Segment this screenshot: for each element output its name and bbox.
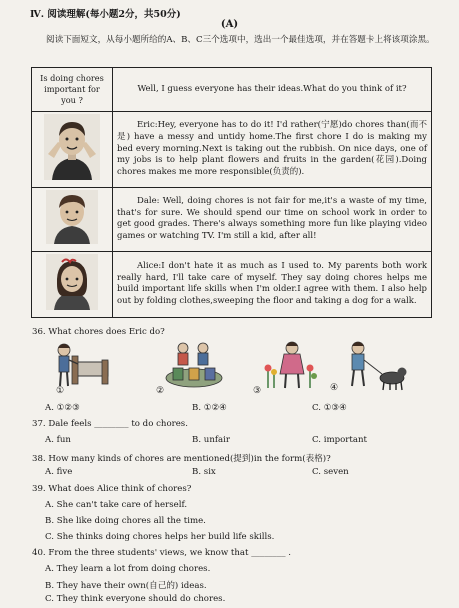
q36-option-a[interactable]: A. ①②③	[45, 403, 80, 413]
q40-option-b[interactable]: B. They have their own(自己的) ideas.	[45, 581, 207, 591]
q38-option-c[interactable]: C. seven	[312, 467, 349, 477]
q36-option-c[interactable]: C. ①③④	[312, 403, 347, 413]
instruction-text: 阅读下面短文，从每小题所给的A、B、C三个选项中，选出一个最佳选项，并在答题卡上将该项涂黑。	[46, 35, 435, 45]
planting-flowers-picture-icon	[262, 340, 318, 392]
eric-text	[113, 112, 432, 188]
table-row	[32, 251, 432, 317]
q38-option-b[interactable]: B. six	[192, 467, 216, 477]
q38-option-a[interactable]: A. five	[45, 467, 73, 477]
picture-label-1: ①	[56, 386, 65, 396]
header-statement: Well, I guess everyone has their ideas.What do you think of it?	[113, 68, 432, 112]
q39-option-a[interactable]: A. She can't take care of herself.	[45, 500, 188, 510]
q40-option-a[interactable]: A. They learn a lot from doing chores.	[45, 564, 211, 574]
q37-option-b[interactable]: B. unfair	[192, 435, 231, 445]
picture-label-3: ③	[253, 386, 262, 396]
instructions	[30, 33, 440, 47]
q40-option-c[interactable]: C. They think everyone should do chores.	[45, 594, 226, 604]
picture-label-2: ②	[156, 386, 165, 396]
question-39-stem: 39. What does Alice think of chores?	[32, 484, 192, 494]
chores-table	[31, 67, 432, 318]
dog-walking-picture-icon	[340, 340, 410, 394]
alice-paragraph: Alice:I don't hate it as much as I used to. My parents both work really hard, I'll take care of myself. They say doing chores helps me build important life skills when I'm older.I agree with them. I also help out by folding clothes,sweeping the floor and taking a dog for a walk.	[117, 260, 427, 306]
recycling-rubbish-picture-icon	[163, 340, 225, 392]
dale-photo	[32, 187, 113, 251]
passage-label: (A)	[220, 19, 239, 30]
girl-portrait-icon	[46, 254, 98, 310]
picture-label-4: ④	[330, 383, 339, 393]
dale-text	[113, 187, 432, 251]
alice-photo	[32, 251, 113, 317]
header-question: Is doing chores important for you ?	[32, 68, 113, 112]
dale-paragraph: Dale: Well, doing chores is not fair for me,it's a waste of my time, that's for sure. We should spend our time on school work in order to get good grades. There's always something more fun like playing video games or watching TV. I'm still a kid, after all!	[117, 195, 427, 241]
alice-text	[113, 251, 432, 317]
question-37-stem: 37. Dale feels ________ to do chores.	[32, 419, 188, 429]
table-row	[32, 112, 432, 188]
q39-option-c[interactable]: C. She thinks doing chores helps her build life skills.	[45, 532, 275, 542]
question-36-stem: 36. What chores does Eric do?	[32, 327, 165, 337]
q36-option-b[interactable]: B. ①②④	[192, 403, 227, 413]
boy-portrait-icon	[44, 114, 100, 180]
eric-paragraph: Eric:Hey, everyone has to do it! I'd rather(宁愿)do chores than(而不是) have a messy and untidy home.The first chore I do is making my bed every morning.Next is taking out the rubbish. On nice days, one of my jobs is to help plant flowers and fruits in the garden(花园).Doing chores makes me more responsible(负责的).	[117, 120, 427, 177]
making-bed-picture-icon	[52, 340, 110, 392]
question-38-stem: 38. How many kinds of chores are mentioned(提到)in the form(表格)?	[32, 454, 331, 464]
question-40-stem: 40. From the three students' views, we know that ________ .	[32, 548, 292, 558]
eric-photo	[32, 112, 113, 188]
table-row	[32, 187, 432, 251]
table-header-row	[32, 68, 432, 112]
child-portrait-icon	[46, 190, 98, 244]
q37-option-a[interactable]: A. fun	[45, 435, 71, 445]
q37-option-c[interactable]: C. important	[312, 435, 367, 445]
q39-option-b[interactable]: B. She like doing chores all the time.	[45, 516, 206, 526]
section-title: Ⅳ. 阅读理解(每小题2分，共50分)	[30, 9, 181, 20]
